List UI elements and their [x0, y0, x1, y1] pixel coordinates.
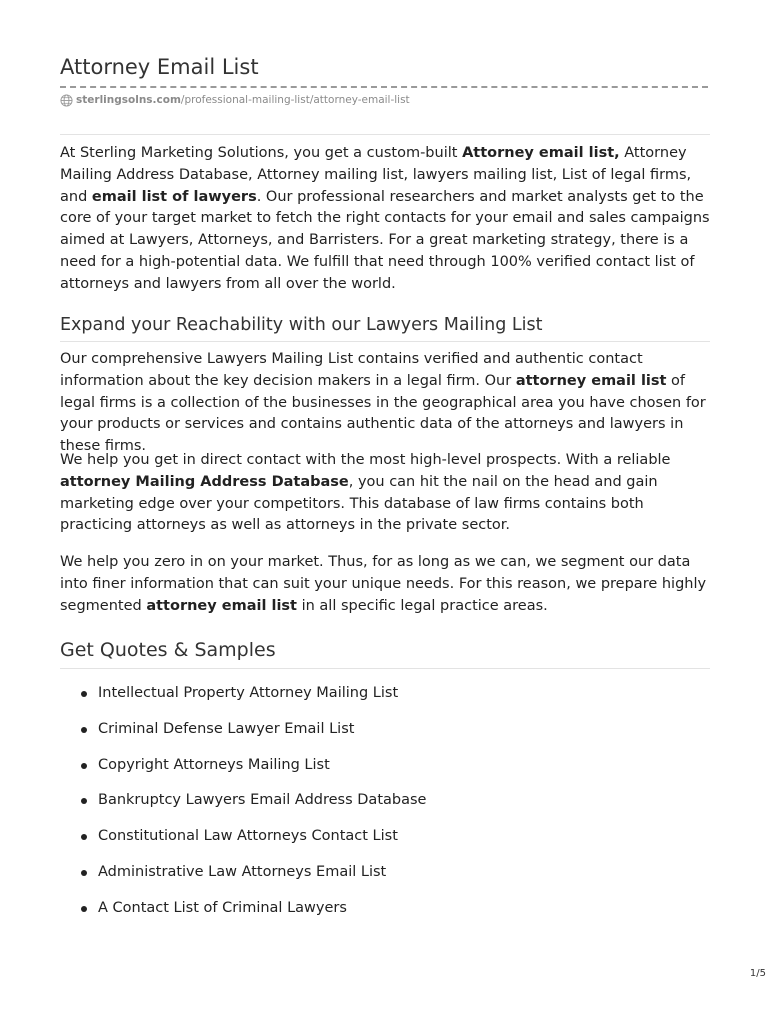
- list-item: [60, 826, 426, 862]
- list-item: [60, 683, 426, 719]
- list-item: [60, 719, 426, 755]
- list-item-text: Constitutional Law Attorneys Contact List: [98, 828, 398, 845]
- intro-bold-1: Attorney email list,: [462, 145, 620, 161]
- list-item: [60, 898, 426, 934]
- header-divider: [60, 134, 710, 135]
- intro-paragraph: [60, 143, 710, 296]
- intro-text-1: At Sterling Marketing Solutions, you get a custom-built: [60, 145, 463, 161]
- p1-bold-1: attorney email list: [515, 372, 667, 389]
- intro-bold-2: email list of lawyers: [91, 188, 257, 205]
- section-divider-1: [60, 341, 710, 342]
- source-url[interactable]: [60, 93, 410, 107]
- url-path: /professional-mailing-list/attorney-email-list: [180, 94, 410, 106]
- p2-text-1: We help you get in direct contact with the most high-level prospects. With a reliable: [60, 452, 671, 468]
- reachability-paragraph-1: [60, 349, 710, 458]
- p2-bold-1: attorney Mailing Address Database: [60, 473, 349, 490]
- p3-text-1: We help you zero in on your market. Thus, for as long as we can, we segment our data into finer information that can suit your unique needs. For this reason, we prepare highly segmented: [60, 554, 707, 614]
- p1-text-1: Our comprehensive Lawyers Mailing List contains verified and authentic contact information about the key decision makers in a legal firm. Our: [60, 351, 643, 389]
- list-item-text: Administrative Law Attorneys Email List: [98, 863, 387, 880]
- list-item: [60, 790, 426, 826]
- bullet-dot: [81, 798, 87, 804]
- section-divider-2: [60, 668, 710, 669]
- p3-text-2: in all specific legal practice areas.: [296, 597, 548, 614]
- title-dashed-divider: [60, 86, 708, 88]
- page-title: Attorney Email List: [60, 55, 259, 79]
- reachability-paragraph-2: [60, 450, 710, 537]
- bullet-dot: [81, 834, 87, 840]
- bullet-dot: [81, 727, 87, 733]
- list-item-text: Criminal Defense Lawyer Email List: [98, 720, 355, 737]
- intro-text-2: Attorney Mailing Address Database, Attorney mailing list, lawyers mailing list, List of legal firms, and: [60, 145, 692, 205]
- bullet-dot: [81, 906, 87, 912]
- bullet-dot: [81, 763, 87, 769]
- p1-text-2: of legal firms is a collection of the businesses in the geographical area you have chosen for your products or services and contains authentic data of the attorneys and lawyers in these firms.: [60, 372, 706, 455]
- list-item-text: Bankruptcy Lawyers Email Address Database: [98, 792, 427, 809]
- reachability-paragraph-3: [60, 552, 710, 617]
- p3-bold-1: attorney email list: [146, 597, 297, 614]
- url-domain: sterlingsolns.com: [76, 94, 181, 106]
- bullet-dot: [81, 870, 87, 876]
- list-item-text: Copyright Attorneys Mailing List: [98, 756, 330, 773]
- section-heading-quotes: Get Quotes & Samples: [60, 639, 276, 661]
- section-heading-reachability: Expand your Reachability with our Lawyers Mailing List: [60, 315, 543, 335]
- bullet-dot: [81, 691, 87, 697]
- globe-icon: [60, 94, 73, 107]
- list-item-text: Intellectual Property Attorney Mailing List: [98, 685, 399, 701]
- list-item: [60, 755, 426, 791]
- p2-text-2: , you can hit the nail on the head and gain marketing edge over your competitors. This database of law firms contains both practicing attorneys as well as attorneys in the private sector.: [60, 473, 658, 534]
- page-number: 1/5: [749, 968, 766, 979]
- list-item: [60, 862, 426, 898]
- quotes-list: [60, 683, 426, 934]
- list-item-text: A Contact List of Criminal Lawyers: [98, 899, 347, 916]
- intro-text-3: . Our professional researchers and market analysts get to the core of your target market to fetch the right contacts for your email and sales campaigns aimed at Lawyers, Attorneys, and Barristers. For a great marketing strategy, there is a need for a high-potential data. We fulfill that need through 100% verified contact list of attorneys and lawyers from all over the world.: [60, 188, 710, 292]
